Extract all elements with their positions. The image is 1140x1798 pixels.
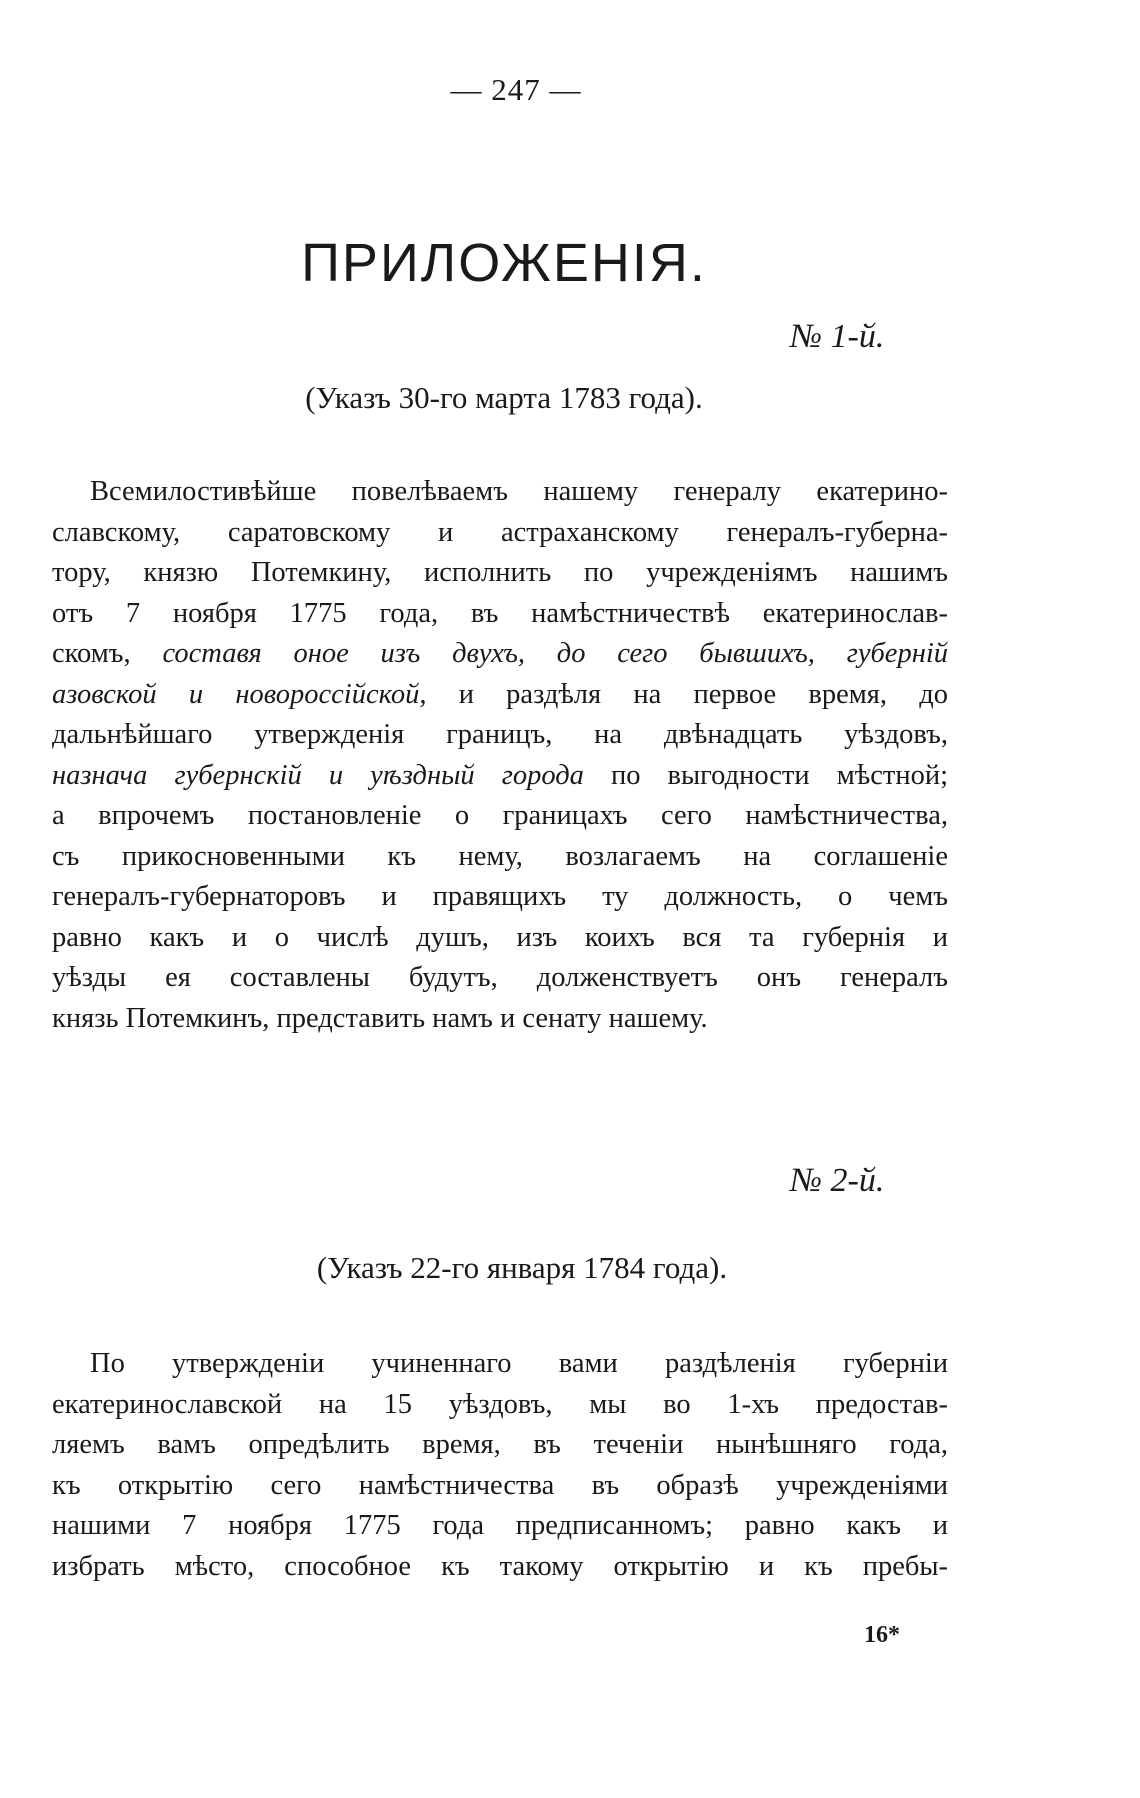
section-1-decree-heading: (Указъ 30-го марта 1783 года). bbox=[305, 380, 703, 415]
section-1-paragraph bbox=[52, 472, 948, 1039]
text-line: съ прикосновенными къ нему, возлагаемъ на соглашеніе bbox=[52, 840, 948, 872]
italic-text-run: составя оное изъ двухъ, до сего бывшихъ, губерній bbox=[162, 638, 948, 669]
text-line: а впрочемъ постановленіе о границахъ сего намѣстничества, bbox=[52, 800, 948, 831]
text-line: отъ 7 ноября 1775 года, въ намѣстничествѣ екатеринослав- bbox=[52, 597, 948, 629]
section-2-paragraph bbox=[52, 1344, 948, 1587]
text-line: тору, князю Потемкину, исполнить по учрежденіямъ нашимъ bbox=[52, 557, 948, 588]
italic-text-run: азовской и новороссійской, bbox=[52, 678, 427, 710]
text-run: и раздѣля на первое время, до bbox=[458, 678, 948, 710]
text-line: дальнѣйшаго утвержденія границъ, на двѣнадцать уѣздовъ, bbox=[52, 719, 948, 750]
text-line: ляемъ вамъ опредѣлить время, въ теченіи нынѣшняго года, bbox=[52, 1429, 948, 1460]
signature-mark: 16* bbox=[864, 1622, 900, 1648]
text-line bbox=[52, 634, 948, 675]
text-run: скомъ, bbox=[52, 638, 131, 669]
text-line: генералъ-губернаторовъ и правящихъ ту должность, о чемъ bbox=[52, 881, 948, 912]
section-2-number: № 2-й. bbox=[790, 1162, 885, 1199]
text-line: избрать мѣсто, способное къ такому открытію и къ пребы- bbox=[52, 1550, 948, 1582]
section-2-decree-heading: (Указъ 22-го января 1784 года). bbox=[316, 1250, 728, 1285]
page-number: — 247 — bbox=[450, 72, 582, 107]
text-line: уѣзды ея составлены будутъ, долженствуетъ онъ генералъ bbox=[52, 962, 948, 993]
text-line: князь Потемкинъ, представить намъ и сенату нашему. bbox=[52, 1002, 708, 1034]
text-line bbox=[52, 675, 948, 716]
text-line: екатеринославской на 15 уѣздовъ, мы во 1-хъ предостав- bbox=[52, 1388, 948, 1420]
text-line: нашими 7 ноября 1775 года предписанномъ; равно какъ и bbox=[52, 1510, 948, 1541]
section-1-number: № 1-й. bbox=[790, 318, 885, 355]
text-line: По утвержденіи учиненнаго вами раздѣленія губерніи bbox=[90, 1348, 948, 1379]
text-line: славскому, саратовскому и астраханскому генералъ-губерна- bbox=[52, 516, 948, 548]
text-line: къ открытію сего намѣстничества въ образѣ учрежденіями bbox=[52, 1469, 948, 1501]
page-title: ПРИЛОЖЕНІЯ. bbox=[301, 233, 707, 293]
text-line bbox=[52, 756, 948, 797]
text-line: равно какъ и о числѣ душъ, изъ коихъ вся та губернія и bbox=[52, 921, 948, 953]
text-run: по выгодности мѣстной; bbox=[610, 759, 948, 791]
text-line: Всемилостивѣйше повелѣваемъ нашему генералу екатерино- bbox=[90, 476, 948, 507]
italic-text-run: назнача губернскій и уѣздный города bbox=[52, 759, 584, 791]
